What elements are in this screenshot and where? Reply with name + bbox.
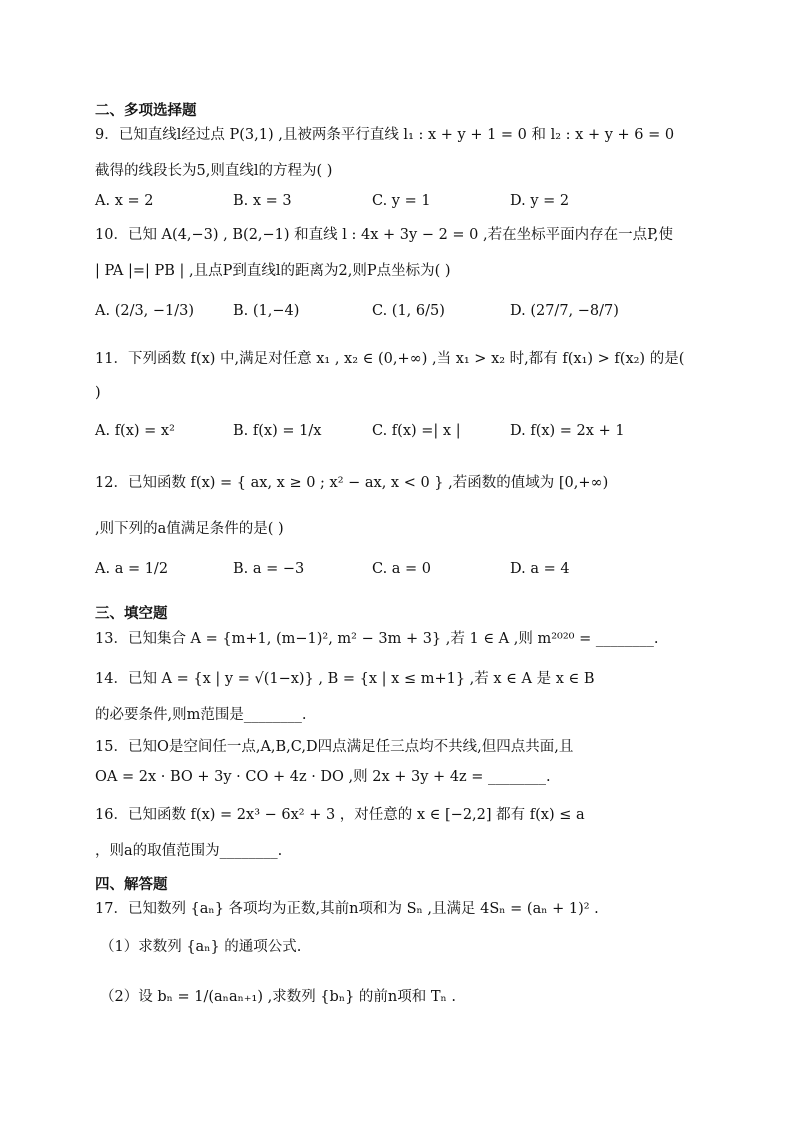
question-17-part-1: （1）求数列 {aₙ} 的通项公式. [100,939,302,955]
question-11-stem: 11．下列函数 f(x) 中,满足对任意 x₁ , x₂ ∈ (0,+∞) ,当 x₁ > x₂ 时,都有 f(x₁) > f(x₂) 的是( [95,351,685,367]
question-16-stem: 16．已知函数 f(x) = 2x³ − 6x² + 3 ，对任意的 x ∈ [−2,2] 都有 f(x) ≤ a [95,807,585,823]
q9-option-c: C. y = 1 [372,193,431,209]
question-9-stem-cont: 截得的线段长为5,则直线l的方程为( ) [95,163,333,179]
q10-option-b: B. (1,−4) [233,303,300,319]
question-12-stem-cont: ,则下列的a值满足条件的是( ) [95,521,284,537]
q9-option-b: B. x = 3 [233,193,292,209]
question-17-part-2: （2）设 bₙ = 1/(aₙaₙ₊₁) ,求数列 {bₙ} 的前n项和 Tₙ . [100,989,457,1005]
question-13-stem: 13．已知集合 A = {m+1, (m−1)², m² − 3m + 3} ,若 1 ∈ A ,则 m²⁰²⁰ = ________. [95,631,659,647]
q10-option-c: C. (1, 6/5) [372,303,445,319]
q9-option-d: D. y = 2 [510,193,570,209]
question-17-stem: 17．已知数列 {aₙ} 各项均为正数,其前n项和为 Sₙ ,且满足 4Sₙ = (aₙ + 1)² . [95,901,599,917]
q11-option-a: A. f(x) = x² [95,423,175,439]
question-15-stem: 15．已知O是空间任一点,A,B,C,D四点满足任三点均不共线,但四点共面,且 [95,739,574,755]
question-10-stem: 10．已知 A(4,−3) , B(2,−1) 和直线 l : 4x + 3y − 2 = 0 ,若在坐标平面内存在一点P,使 [95,227,674,243]
section-heading-solution: 四、解答题 [95,877,168,893]
question-12-stem: 12．已知函数 f(x) = { ax, x ≥ 0 ; x² − ax, x < 0 } ,若函数的值域为 [0,+∞) [95,475,609,491]
q11-option-b: B. f(x) = 1/x [233,423,322,439]
section-heading-multiple-choice: 二、多项选择题 [95,103,197,119]
question-14-stem: 14．已知 A = {x | y = √(1−x)} , B = {x | x ≤ m+1} ,若 x ∈ A 是 x ∈ B [95,671,595,687]
question-11-stem-cont: ) [95,385,101,401]
question-16-stem-cont: ，则a的取值范围为________. [95,843,283,859]
q12-option-b: B. a = −3 [233,561,305,577]
q12-option-d: D. a = 4 [510,561,570,577]
q11-option-c: C. f(x) =| x | [372,423,461,439]
question-14-stem-cont: 的必要条件,则m范围是________. [95,707,307,723]
q11-option-d: D. f(x) = 2x + 1 [510,423,625,439]
section-heading-fill-in: 三、填空题 [95,606,168,622]
q10-option-d: D. (27/7, −8/7) [510,303,619,319]
q12-option-c: C. a = 0 [372,561,432,577]
question-10-stem-cont: | PA |=| PB | ,且点P到直线l的距离为2,则P点坐标为( ) [95,263,451,279]
q9-option-a: A. x = 2 [95,193,154,209]
question-15-stem-cont: OA = 2x · BO + 3y · CO + 4z · DO ,则 2x + 3y + 4z = ________. [95,769,551,785]
q10-option-a: A. (2/3, −1/3) [95,303,195,319]
question-9-stem: 9．已知直线l经过点 P(3,1) ,且被两条平行直线 l₁ : x + y + 1 = 0 和 l₂ : x + y + 6 = 0 [95,127,675,143]
q12-option-a: A. a = 1/2 [95,561,169,577]
